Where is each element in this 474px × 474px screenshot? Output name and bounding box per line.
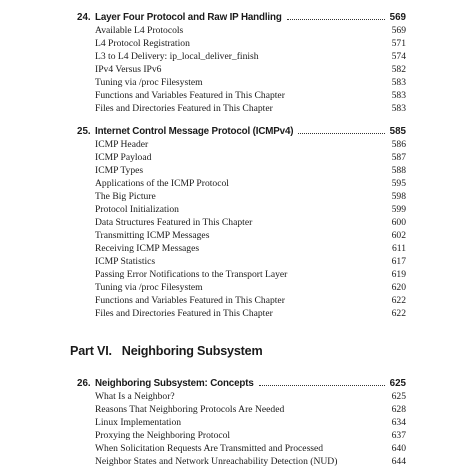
chapter-number: 24. — [77, 12, 91, 23]
toc-entry[interactable]: L3 to L4 Delivery: ip_local_deliver_finish 574 — [95, 51, 406, 62]
chapter-title: Internet Control Message Protocol (ICMPv4) — [95, 126, 294, 137]
toc-entry[interactable]: Files and Directories Featured in This Chapter 583 — [95, 103, 406, 114]
part-label: Part VI. — [70, 344, 112, 358]
toc-entry[interactable]: L4 Protocol Registration 571 — [95, 38, 406, 49]
toc-entry[interactable]: Tuning via /proc Filesystem 583 — [95, 77, 406, 88]
toc-chapter-26[interactable] — [0, 377, 474, 390]
toc-entry[interactable]: What Is a Neighbor? 625 — [95, 391, 406, 402]
toc-entry[interactable]: Tuning via /proc Filesystem 620 — [95, 282, 406, 293]
chapter-number: 26. — [77, 378, 91, 389]
dot-leader — [298, 133, 385, 134]
toc-entry[interactable]: Available L4 Protocols 569 — [95, 25, 406, 36]
toc-entry[interactable]: The Big Picture 598 — [95, 191, 406, 202]
toc-entry[interactable]: Applications of the ICMP Protocol 595 — [95, 178, 406, 189]
chapter-page: 569 — [389, 12, 406, 23]
toc-entry[interactable]: Receiving ICMP Messages 611 — [95, 243, 406, 254]
toc-entry[interactable]: IPv4 Versus IPv6 582 — [95, 64, 406, 75]
toc-entry[interactable]: Functions and Variables Featured in This Chapter 622 — [95, 295, 406, 306]
toc-entry[interactable]: Data Structures Featured in This Chapter 600 — [95, 217, 406, 228]
toc-chapter-25[interactable] — [0, 125, 474, 138]
dot-leader — [259, 385, 385, 386]
toc-entry[interactable]: Neighbor States and Network Unreachability Detection (NUD) 644 — [95, 456, 406, 467]
toc-entry[interactable]: ICMP Types 588 — [95, 165, 406, 176]
chapter-number: 25. — [77, 126, 91, 137]
toc-entry[interactable]: When Solicitation Requests Are Transmitted and Processed 640 — [95, 443, 406, 454]
toc-entry[interactable]: Linux Implementation 634 — [95, 417, 406, 428]
toc-entry[interactable]: Passing Error Notifications to the Transport Layer 619 — [95, 269, 406, 280]
chapter-page: 625 — [389, 378, 406, 389]
toc-entry[interactable]: Files and Directories Featured in This Chapter 622 — [95, 308, 406, 319]
toc-entry[interactable]: Protocol Initialization 599 — [95, 204, 406, 215]
part-title: Neighboring Subsystem — [121, 344, 263, 358]
dot-leader — [287, 19, 385, 20]
toc-entry[interactable]: ICMP Statistics 617 — [95, 256, 406, 267]
toc-entry[interactable]: Functions and Variables Featured in This Chapter 583 — [95, 90, 406, 101]
toc-entry[interactable]: ICMP Header 586 — [95, 139, 406, 150]
toc-entry[interactable]: Transmitting ICMP Messages 602 — [95, 230, 406, 241]
toc-entry[interactable]: Reasons That Neighboring Protocols Are Needed 628 — [95, 404, 406, 415]
chapter-page: 585 — [389, 126, 406, 137]
toc-entry[interactable]: ICMP Payload 587 — [95, 152, 406, 163]
toc-entry[interactable]: Proxying the Neighboring Protocol 637 — [95, 430, 406, 441]
chapter-title: Neighboring Subsystem: Concepts — [95, 378, 254, 389]
part-heading — [70, 343, 262, 359]
chapter-title: Layer Four Protocol and Raw IP Handling — [95, 12, 282, 23]
toc-chapter-24[interactable] — [0, 11, 474, 24]
